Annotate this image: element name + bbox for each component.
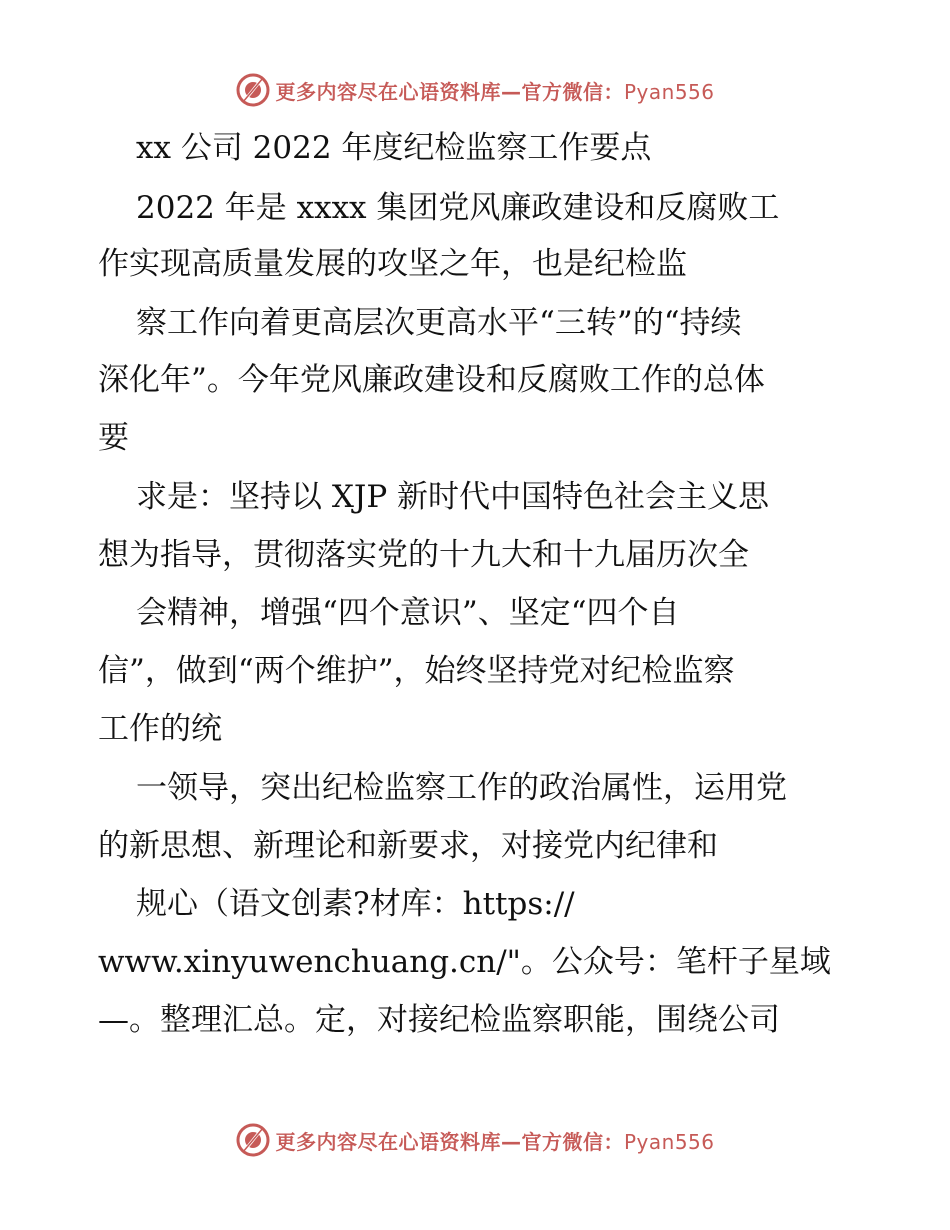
- paragraph-line: 深化年”。今年党风廉政建设和反腐败工作的总体: [98, 362, 765, 398]
- banner-text: 更多内容尽在心语资料库—官方微信：Pyan556: [275, 79, 715, 104]
- paragraph-line: 会精神，增强“四个意识”、坚定“四个自: [136, 595, 680, 631]
- paragraph-line: www.xinyuwenchuang.cn/"。公众号：笔杆子星域: [98, 944, 831, 980]
- paragraph-line: 信”，做到“两个维护”，始终坚持党对纪检监察: [98, 653, 735, 689]
- paragraph-line: 2022 年是 xxxx 集团党风廉政建设和反腐败工: [136, 190, 780, 226]
- paragraph-line: 的新思想、新理论和新要求，对接党内纪律和: [98, 828, 718, 864]
- wechat-id: Pyan556: [623, 1129, 715, 1154]
- banner-text: 更多内容尽在心语资料库—官方微信：Pyan556: [275, 1129, 715, 1154]
- seal-logo-icon: [235, 1122, 271, 1158]
- paragraph-line: 想为指导，贯彻落实党的十九大和十九届历次全: [98, 537, 749, 573]
- document-title: xx 公司 2022 年度纪检监察工作要点: [136, 130, 652, 166]
- paragraph-line: 工作的统: [98, 711, 222, 747]
- paragraph-line: 求是：坚持以 XJP 新时代中国特色社会主义思: [136, 479, 770, 515]
- paragraph-line: —。整理汇总。定，对接纪检监察职能，围绕公司: [98, 1002, 780, 1038]
- paragraph-line: 规心（语文创素?材库：https://: [136, 886, 575, 922]
- paragraph-line: 作实现高质量发展的攻坚之年，也是纪检监: [98, 246, 687, 282]
- footer-watermark-banner: [0, 1120, 950, 1160]
- paragraph-line: 一领导，突出纪检监察工作的政治属性，运用党: [136, 770, 787, 806]
- paragraph-line: 察工作向着更高层次更高水平“三转”的“持续: [136, 305, 742, 341]
- wechat-id: Pyan556: [623, 79, 715, 104]
- paragraph-line: 要: [98, 420, 129, 456]
